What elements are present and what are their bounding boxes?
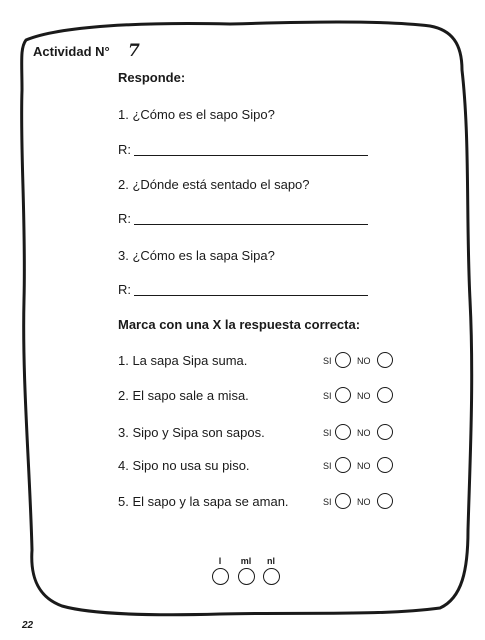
- statement-row-4: [118, 456, 403, 476]
- yes-circle[interactable]: [335, 457, 351, 473]
- question-3: 3. ¿Cómo es la sapa Sipa?: [118, 248, 275, 263]
- syllable-label-1: l: [218, 556, 222, 566]
- no-circle[interactable]: [377, 387, 393, 403]
- no-label: NO: [357, 461, 371, 471]
- yes-label: SI: [323, 428, 332, 438]
- answer-row-2[interactable]: [118, 211, 368, 227]
- activity-number: 7: [128, 41, 140, 61]
- answer-label-3: R:: [118, 282, 131, 297]
- yes-circle[interactable]: [335, 387, 351, 403]
- answer-row-1[interactable]: [118, 142, 368, 158]
- section-marca-heading: Marca con una X la respuesta correcta:: [118, 317, 361, 332]
- answer-line-1[interactable]: [134, 155, 368, 156]
- yes-label: SI: [323, 356, 332, 366]
- page-number: 22: [22, 620, 34, 631]
- yes-label: SI: [323, 497, 332, 507]
- no-circle[interactable]: [377, 424, 393, 440]
- statement-row-1: [118, 351, 403, 371]
- syllable-label-3: nl: [267, 556, 275, 566]
- question-1: 1. ¿Cómo es el sapo Sipo?: [118, 107, 275, 122]
- statement-text-3: 3. Sipo y Sipa son sapos.: [118, 425, 265, 440]
- statement-row-5: [118, 492, 403, 512]
- yes-circle[interactable]: [335, 424, 351, 440]
- statement-row-2: [118, 386, 403, 406]
- answer-label-2: R:: [118, 211, 131, 226]
- no-label: NO: [357, 497, 371, 507]
- syllable-label-2: ml: [240, 556, 252, 566]
- yes-circle[interactable]: [335, 493, 351, 509]
- no-circle[interactable]: [377, 457, 393, 473]
- answer-line-2[interactable]: [134, 224, 368, 225]
- answer-row-3[interactable]: [118, 282, 368, 298]
- activity-title: Actividad N°: [33, 44, 110, 59]
- syllable-circle-3[interactable]: [263, 568, 280, 585]
- no-label: NO: [357, 356, 371, 366]
- section-responde-heading: Responde:: [118, 70, 186, 85]
- statement-text-1: 1. La sapa Sipa suma.: [118, 353, 248, 368]
- yes-circle[interactable]: [335, 352, 351, 368]
- no-label: NO: [357, 428, 371, 438]
- no-circle[interactable]: [377, 493, 393, 509]
- statement-text-5: 5. El sapo y la sapa se aman.: [118, 494, 289, 509]
- syllable-circle-2[interactable]: [238, 568, 255, 585]
- answer-label-1: R:: [118, 142, 131, 157]
- answer-line-3[interactable]: [134, 295, 368, 296]
- yes-label: SI: [323, 461, 332, 471]
- statement-text-4: 4. Sipo no usa su piso.: [118, 458, 250, 473]
- no-circle[interactable]: [377, 352, 393, 368]
- question-2: 2. ¿Dónde está sentado el sapo?: [118, 177, 310, 192]
- statement-row-3: [118, 423, 403, 443]
- syllable-circle-1[interactable]: [212, 568, 229, 585]
- statement-text-2: 2. El sapo sale a misa.: [118, 388, 249, 403]
- no-label: NO: [357, 391, 371, 401]
- yes-label: SI: [323, 391, 332, 401]
